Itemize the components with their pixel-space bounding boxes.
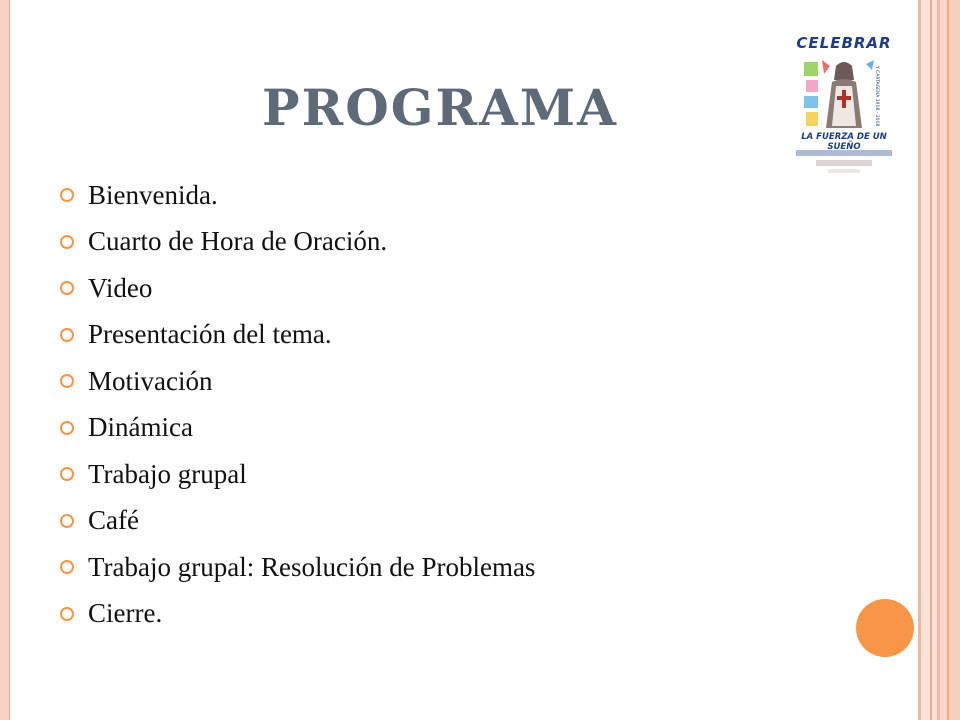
svg-text:Y CARTAGENA 1918 - 2018: Y CARTAGENA 1918 - 2018 [874, 66, 879, 127]
list-item-text: Bienvenida. [88, 179, 218, 210]
list-item-text: Café [88, 505, 139, 536]
list-item [60, 544, 535, 591]
list-item [60, 312, 535, 359]
logo-reflection [792, 148, 896, 176]
saint-figure-icon [802, 56, 886, 132]
ring-bullet-icon [60, 235, 74, 249]
ring-bullet-icon [60, 421, 74, 435]
list-item [60, 358, 535, 405]
celebrar-logo [786, 32, 902, 180]
list-item-text: Motivación [88, 365, 213, 396]
ring-bullet-icon [60, 374, 74, 388]
list-item-text: Trabajo grupal: Resolución de Problemas [88, 551, 536, 582]
list-item [60, 451, 535, 498]
agenda-list [60, 172, 535, 637]
ring-bullet-icon [60, 607, 74, 621]
list-item-text: Cuarto de Hora de Oración. [88, 226, 388, 257]
list-item [60, 591, 535, 638]
list-item-text: Video [88, 272, 153, 303]
ring-bullet-icon [60, 281, 74, 295]
logo-wordmark: CELEBRAR [796, 34, 892, 52]
list-item [60, 498, 535, 545]
ring-bullet-icon [60, 514, 74, 528]
list-item [60, 405, 535, 452]
ring-bullet-icon [60, 328, 74, 342]
list-item [60, 172, 535, 219]
logo-slogan: LA FUERZA DE UN SUEÑO [801, 132, 887, 152]
slide-title: PROGRAMA [262, 78, 618, 137]
ring-bullet-icon [60, 560, 74, 574]
list-item-text: Dinámica [88, 412, 193, 443]
ring-bullet-icon [60, 188, 74, 202]
list-item [60, 219, 535, 266]
list-item-text: Cierre. [88, 598, 163, 629]
right-stripes-decoration [918, 0, 960, 720]
list-item [60, 265, 535, 312]
list-item-text: Trabajo grupal [88, 458, 247, 489]
list-item-text: Presentación del tema. [88, 319, 332, 350]
ring-bullet-icon [60, 467, 74, 481]
orange-circle-decoration [856, 599, 914, 657]
